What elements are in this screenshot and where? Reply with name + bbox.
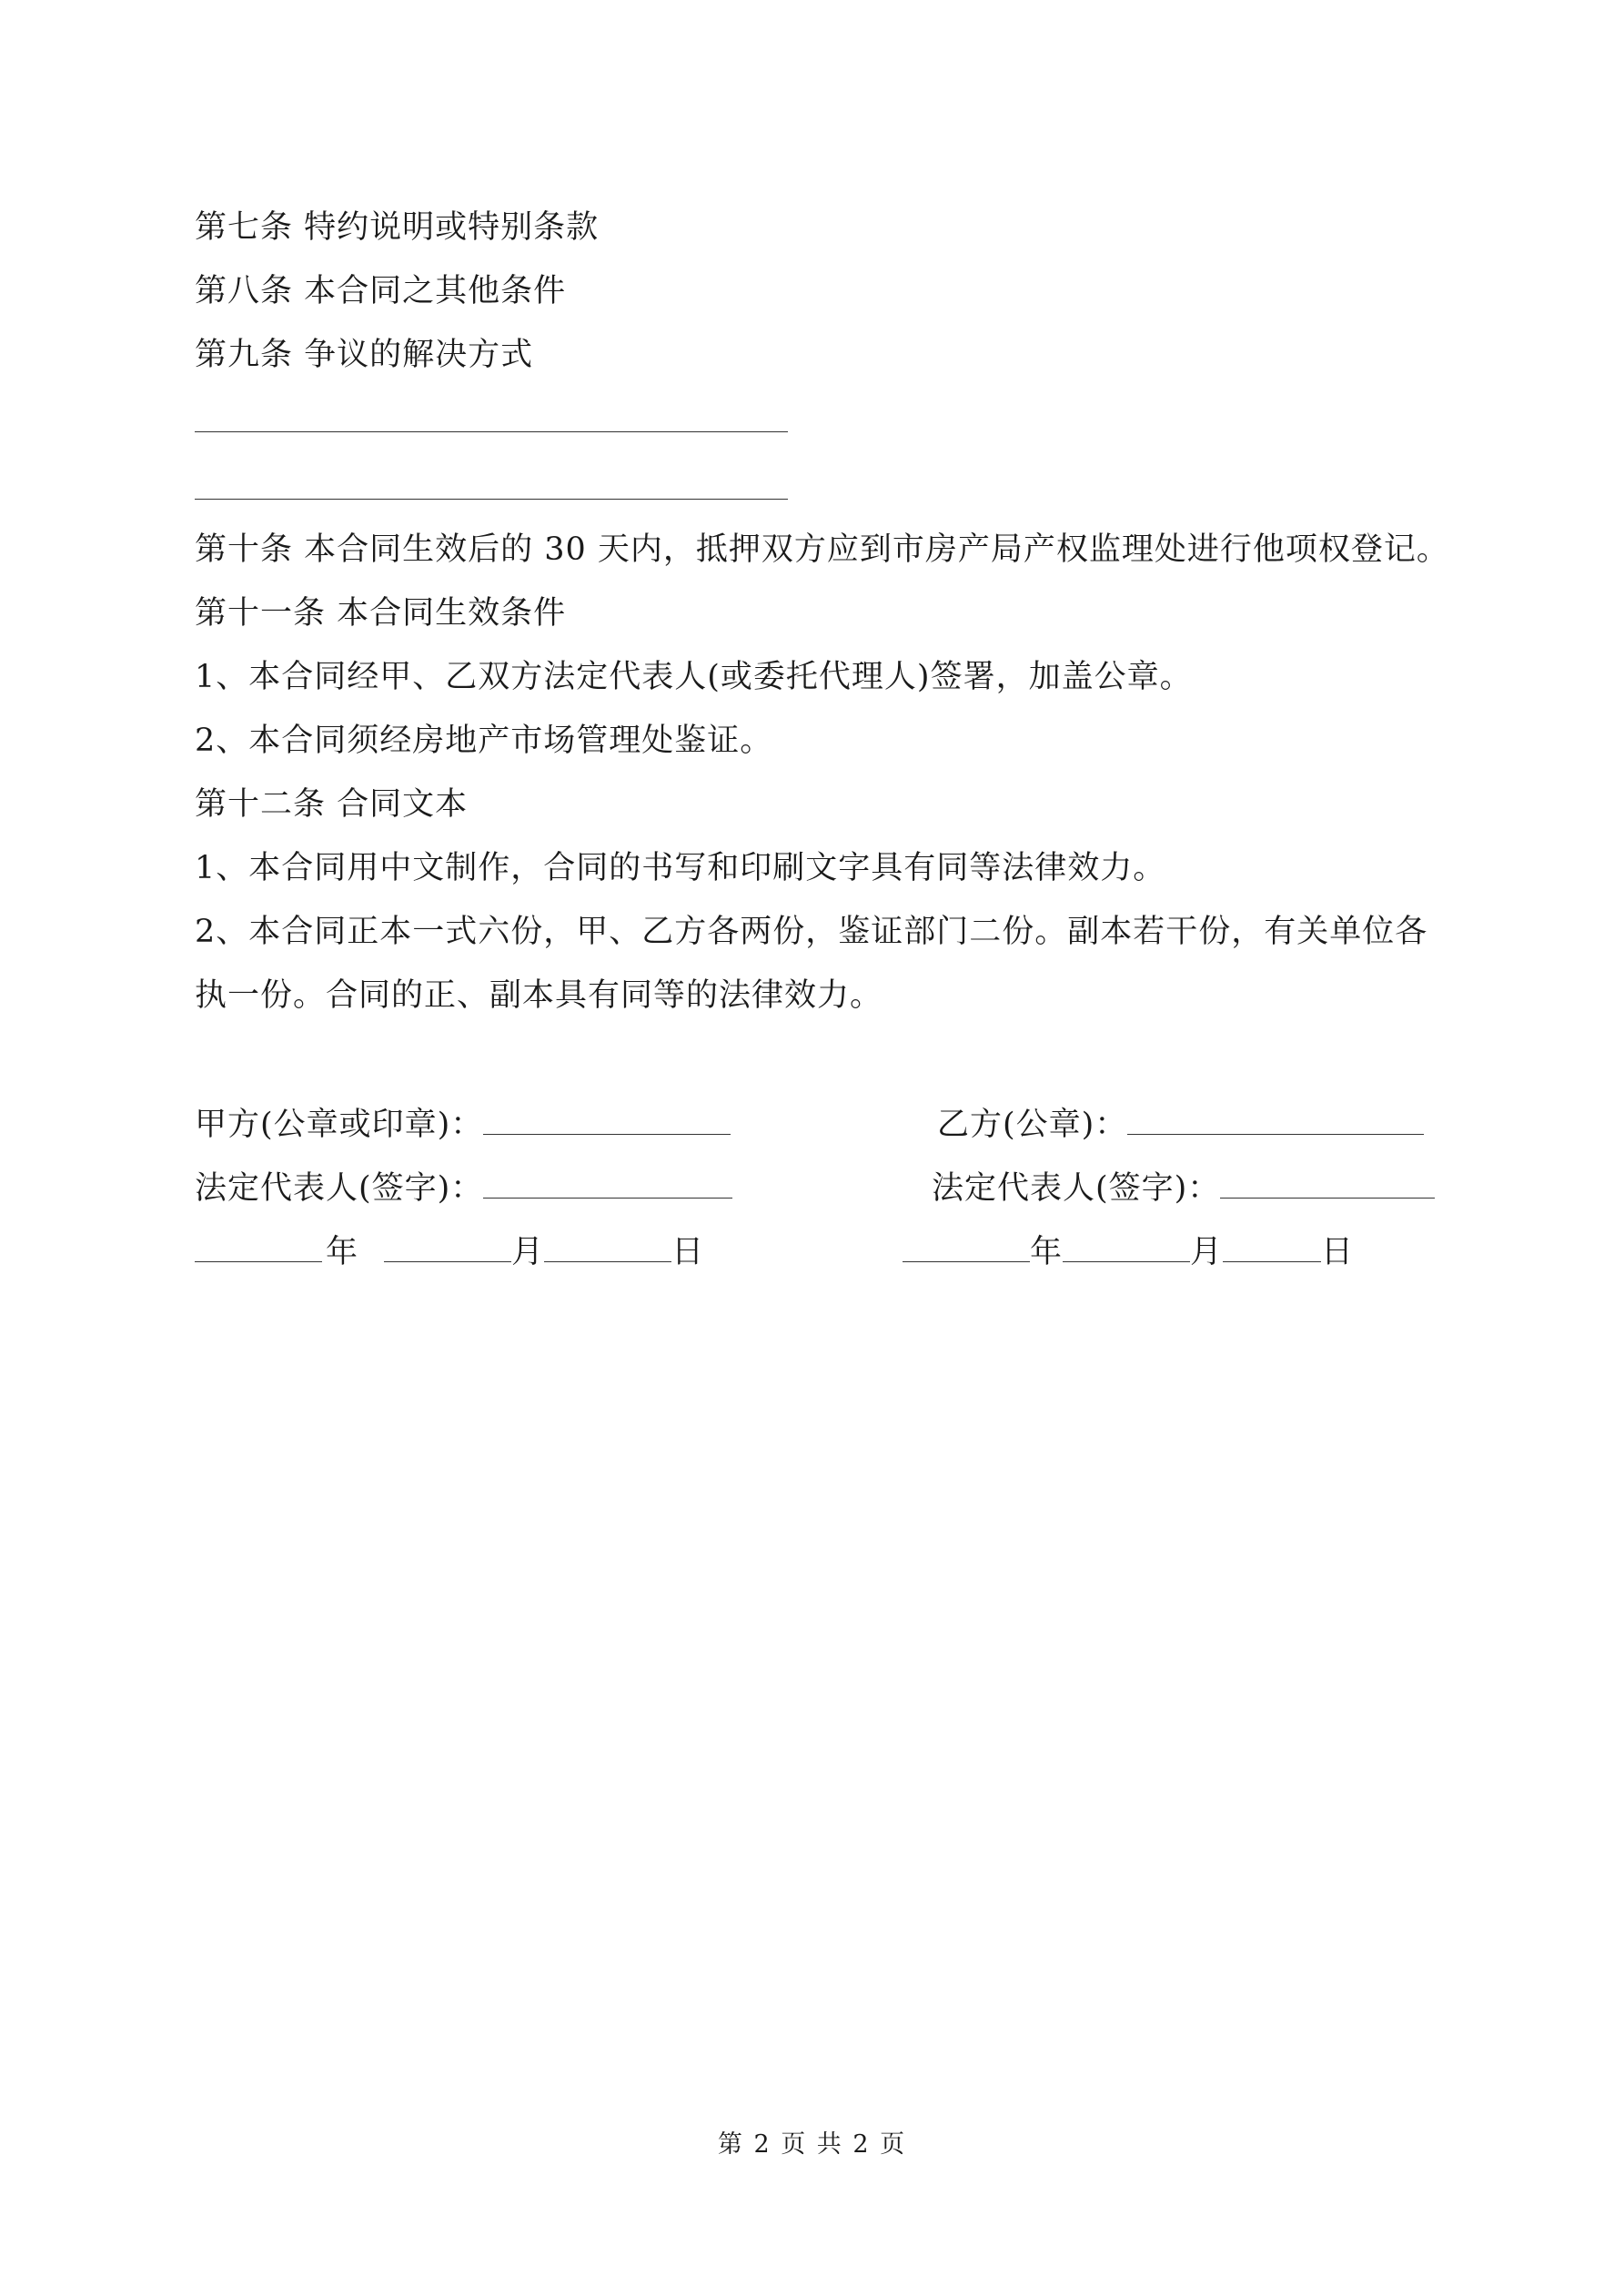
blank-rule-2 [195, 499, 788, 500]
legal-rep-a-label: 法定代表人(签字)： [195, 1170, 484, 1207]
day-b-blank[interactable] [1223, 1234, 1321, 1262]
date-b-row [903, 1232, 1354, 1272]
legal-rep-b-label: 法定代表人(签字)： [932, 1170, 1221, 1207]
clause-12-item-2: 2、本合同正本一式六份，甲、乙方各两份，鉴证部门二份。副本若干份，有关单位各 [195, 914, 1428, 950]
year-a-label: 年 [326, 1234, 359, 1270]
party-b-signature-row [937, 1105, 1424, 1145]
month-b-blank[interactable] [1063, 1234, 1190, 1262]
year-a-blank[interactable] [195, 1234, 322, 1262]
party-b-seal-blank[interactable] [1127, 1107, 1424, 1135]
clause-12-item-2-cont: 执一份。合同的正、副本具有同等的法律效力。 [195, 977, 883, 1014]
legal-rep-a-row [195, 1168, 732, 1209]
month-a-label: 月 [511, 1234, 545, 1270]
blank-rule-1 [195, 431, 788, 432]
date-a-row [195, 1232, 704, 1272]
month-b-label: 月 [1190, 1234, 1224, 1270]
clause-7: 第七条 特约说明或特别条款 [195, 209, 600, 246]
legal-rep-b-row [932, 1168, 1435, 1209]
clause-8: 第八条 本合同之其他条件 [195, 273, 567, 309]
day-a-label: 日 [671, 1234, 705, 1270]
day-b-label: 日 [1321, 1234, 1355, 1270]
party-a-label: 甲方(公章或印章)： [195, 1107, 484, 1143]
clause-12: 第十二条 合同文本 [195, 786, 469, 823]
year-b-blank[interactable] [903, 1234, 1030, 1262]
clause-10: 第十条 本合同生效后的 30 天内，抵押双方应到市房产局产权监理处进行他项权登记。 [195, 531, 1449, 568]
year-b-label: 年 [1030, 1234, 1064, 1270]
day-a-blank[interactable] [544, 1234, 671, 1262]
party-a-seal-blank[interactable] [483, 1107, 731, 1135]
clause-9: 第九条 争议的解决方式 [195, 337, 534, 373]
page-number-footer: 第 2 页 共 2 页 [717, 2130, 907, 2159]
month-a-blank[interactable] [384, 1234, 511, 1262]
clause-11-item-2: 2、本合同须经房地产市场管理处鉴证。 [195, 723, 773, 759]
clause-12-item-1: 1、本合同用中文制作，合同的书写和印刷文字具有同等法律效力。 [195, 850, 1166, 886]
clause-11: 第十一条 本合同生效条件 [195, 595, 567, 632]
party-a-signature-row [195, 1105, 731, 1145]
legal-rep-b-signature-blank[interactable] [1220, 1170, 1435, 1199]
party-b-label: 乙方(公章)： [937, 1107, 1128, 1143]
clause-11-item-1: 1、本合同经甲、乙双方法定代表人(或委托代理人)签署，加盖公章。 [195, 659, 1193, 695]
legal-rep-a-signature-blank[interactable] [483, 1170, 732, 1199]
